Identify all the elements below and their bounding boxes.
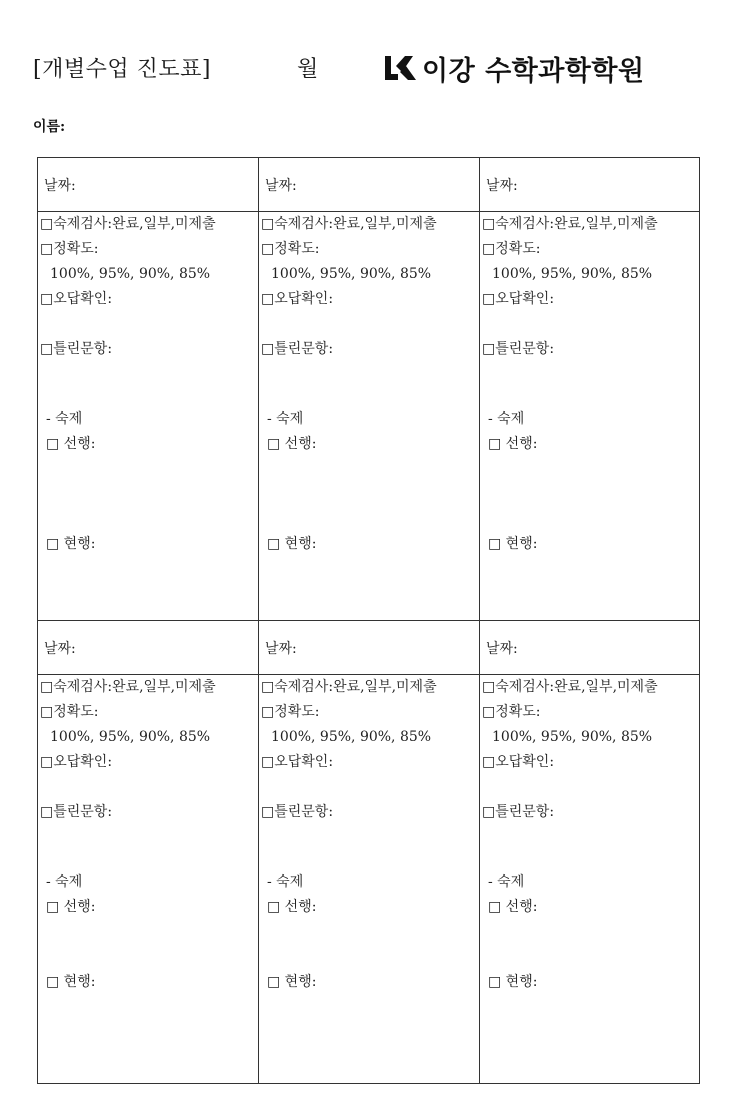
student-name-label: 이름: [33, 119, 66, 135]
accuracy-options[interactable]: 100%, 95%, 90%, 85% [271, 266, 432, 282]
progress-card-2 [259, 158, 480, 621]
date-label: 날짜: [44, 178, 76, 194]
progress-grid [37, 157, 700, 1084]
wrong-answer-check-checkbox[interactable]: □오답확인: [261, 291, 334, 307]
wrong-answer-check-checkbox[interactable]: □오답확인: [261, 753, 334, 770]
homework-heading: - 숙제 [46, 873, 83, 890]
accuracy-options[interactable]: 100%, 95%, 90%, 85% [50, 266, 211, 282]
wrong-problems-checkbox[interactable]: □틀린문항: [40, 341, 113, 357]
current-checkbox[interactable]: □ 현행: [46, 973, 96, 990]
academy-logo [382, 50, 645, 86]
homework-heading: - 숙제 [488, 873, 525, 890]
progress-card-4 [38, 621, 259, 1084]
date-field[interactable] [480, 158, 699, 212]
date-label: 날짜: [44, 640, 76, 657]
progress-card-1 [38, 158, 259, 621]
date-label: 날짜: [265, 640, 297, 657]
accuracy-checkbox[interactable]: □정확도: [261, 241, 320, 257]
wrong-problems-checkbox[interactable]: □틀린문항: [482, 803, 555, 820]
accuracy-checkbox[interactable]: □정확도: [261, 703, 320, 720]
homework-check-checkbox[interactable]: □숙제검사:완료,일부,미제출 [261, 678, 437, 695]
wrong-problems-checkbox[interactable]: □틀린문항: [261, 341, 334, 357]
date-field[interactable] [38, 621, 258, 675]
progress-card-5 [259, 621, 480, 1084]
homework-check-checkbox[interactable]: □숙제검사:완료,일부,미제출 [482, 216, 658, 232]
homework-check-checkbox[interactable]: □숙제검사:완료,일부,미제출 [482, 678, 658, 695]
current-checkbox[interactable]: □ 현행: [488, 536, 538, 552]
homework-heading: - 숙제 [267, 873, 304, 890]
card-body [259, 212, 479, 557]
homework-check-checkbox[interactable]: □숙제검사:완료,일부,미제출 [261, 216, 437, 232]
preview-checkbox[interactable]: □ 선행: [46, 436, 96, 452]
preview-checkbox[interactable]: □ 선행: [488, 436, 538, 452]
current-checkbox[interactable]: □ 현행: [267, 536, 317, 552]
month-label: 월 [297, 57, 319, 82]
card-body [480, 675, 699, 995]
card-body [38, 212, 258, 557]
current-checkbox[interactable]: □ 현행: [488, 973, 538, 990]
wrong-problems-checkbox[interactable]: □틀린문항: [482, 341, 555, 357]
document-title: [개별수업 진도표] [33, 57, 211, 82]
date-field[interactable] [259, 621, 479, 675]
accuracy-options[interactable]: 100%, 95%, 90%, 85% [50, 728, 211, 745]
accuracy-options[interactable]: 100%, 95%, 90%, 85% [492, 266, 653, 282]
card-body [38, 675, 258, 995]
accuracy-options[interactable]: 100%, 95%, 90%, 85% [271, 728, 432, 745]
date-label: 날짜: [265, 178, 297, 194]
wrong-answer-check-checkbox[interactable]: □오답확인: [40, 753, 113, 770]
lk-logo-icon [382, 53, 416, 83]
accuracy-checkbox[interactable]: □정확도: [482, 241, 541, 257]
wrong-problems-checkbox[interactable]: □틀린문항: [261, 803, 334, 820]
homework-heading: - 숙제 [267, 411, 304, 427]
current-checkbox[interactable]: □ 현행: [267, 973, 317, 990]
progress-card-6 [480, 621, 699, 1084]
homework-check-checkbox[interactable]: □숙제검사:완료,일부,미제출 [40, 678, 216, 695]
preview-checkbox[interactable]: □ 선행: [488, 898, 538, 915]
preview-checkbox[interactable]: □ 선행: [267, 436, 317, 452]
card-body [480, 212, 699, 557]
date-label: 날짜: [486, 178, 518, 194]
accuracy-checkbox[interactable]: □정확도: [482, 703, 541, 720]
accuracy-checkbox[interactable]: □정확도: [40, 703, 99, 720]
wrong-answer-check-checkbox[interactable]: □오답확인: [482, 753, 555, 770]
wrong-answer-check-checkbox[interactable]: □오답확인: [482, 291, 555, 307]
accuracy-checkbox[interactable]: □정확도: [40, 241, 99, 257]
wrong-answer-check-checkbox[interactable]: □오답확인: [40, 291, 113, 307]
preview-checkbox[interactable]: □ 선행: [46, 898, 96, 915]
progress-card-3 [480, 158, 699, 621]
document-header [0, 0, 743, 135]
date-field[interactable] [259, 158, 479, 212]
card-body [259, 675, 479, 995]
accuracy-options[interactable]: 100%, 95%, 90%, 85% [492, 728, 653, 745]
date-field[interactable] [38, 158, 258, 212]
homework-check-checkbox[interactable]: □숙제검사:완료,일부,미제출 [40, 216, 216, 232]
preview-checkbox[interactable]: □ 선행: [267, 898, 317, 915]
homework-heading: - 숙제 [46, 411, 83, 427]
date-label: 날짜: [486, 640, 518, 657]
homework-heading: - 숙제 [488, 411, 525, 427]
academy-name: 이강 수학과학학원 [422, 55, 645, 87]
date-field[interactable] [480, 621, 699, 675]
current-checkbox[interactable]: □ 현행: [46, 536, 96, 552]
wrong-problems-checkbox[interactable]: □틀린문항: [40, 803, 113, 820]
